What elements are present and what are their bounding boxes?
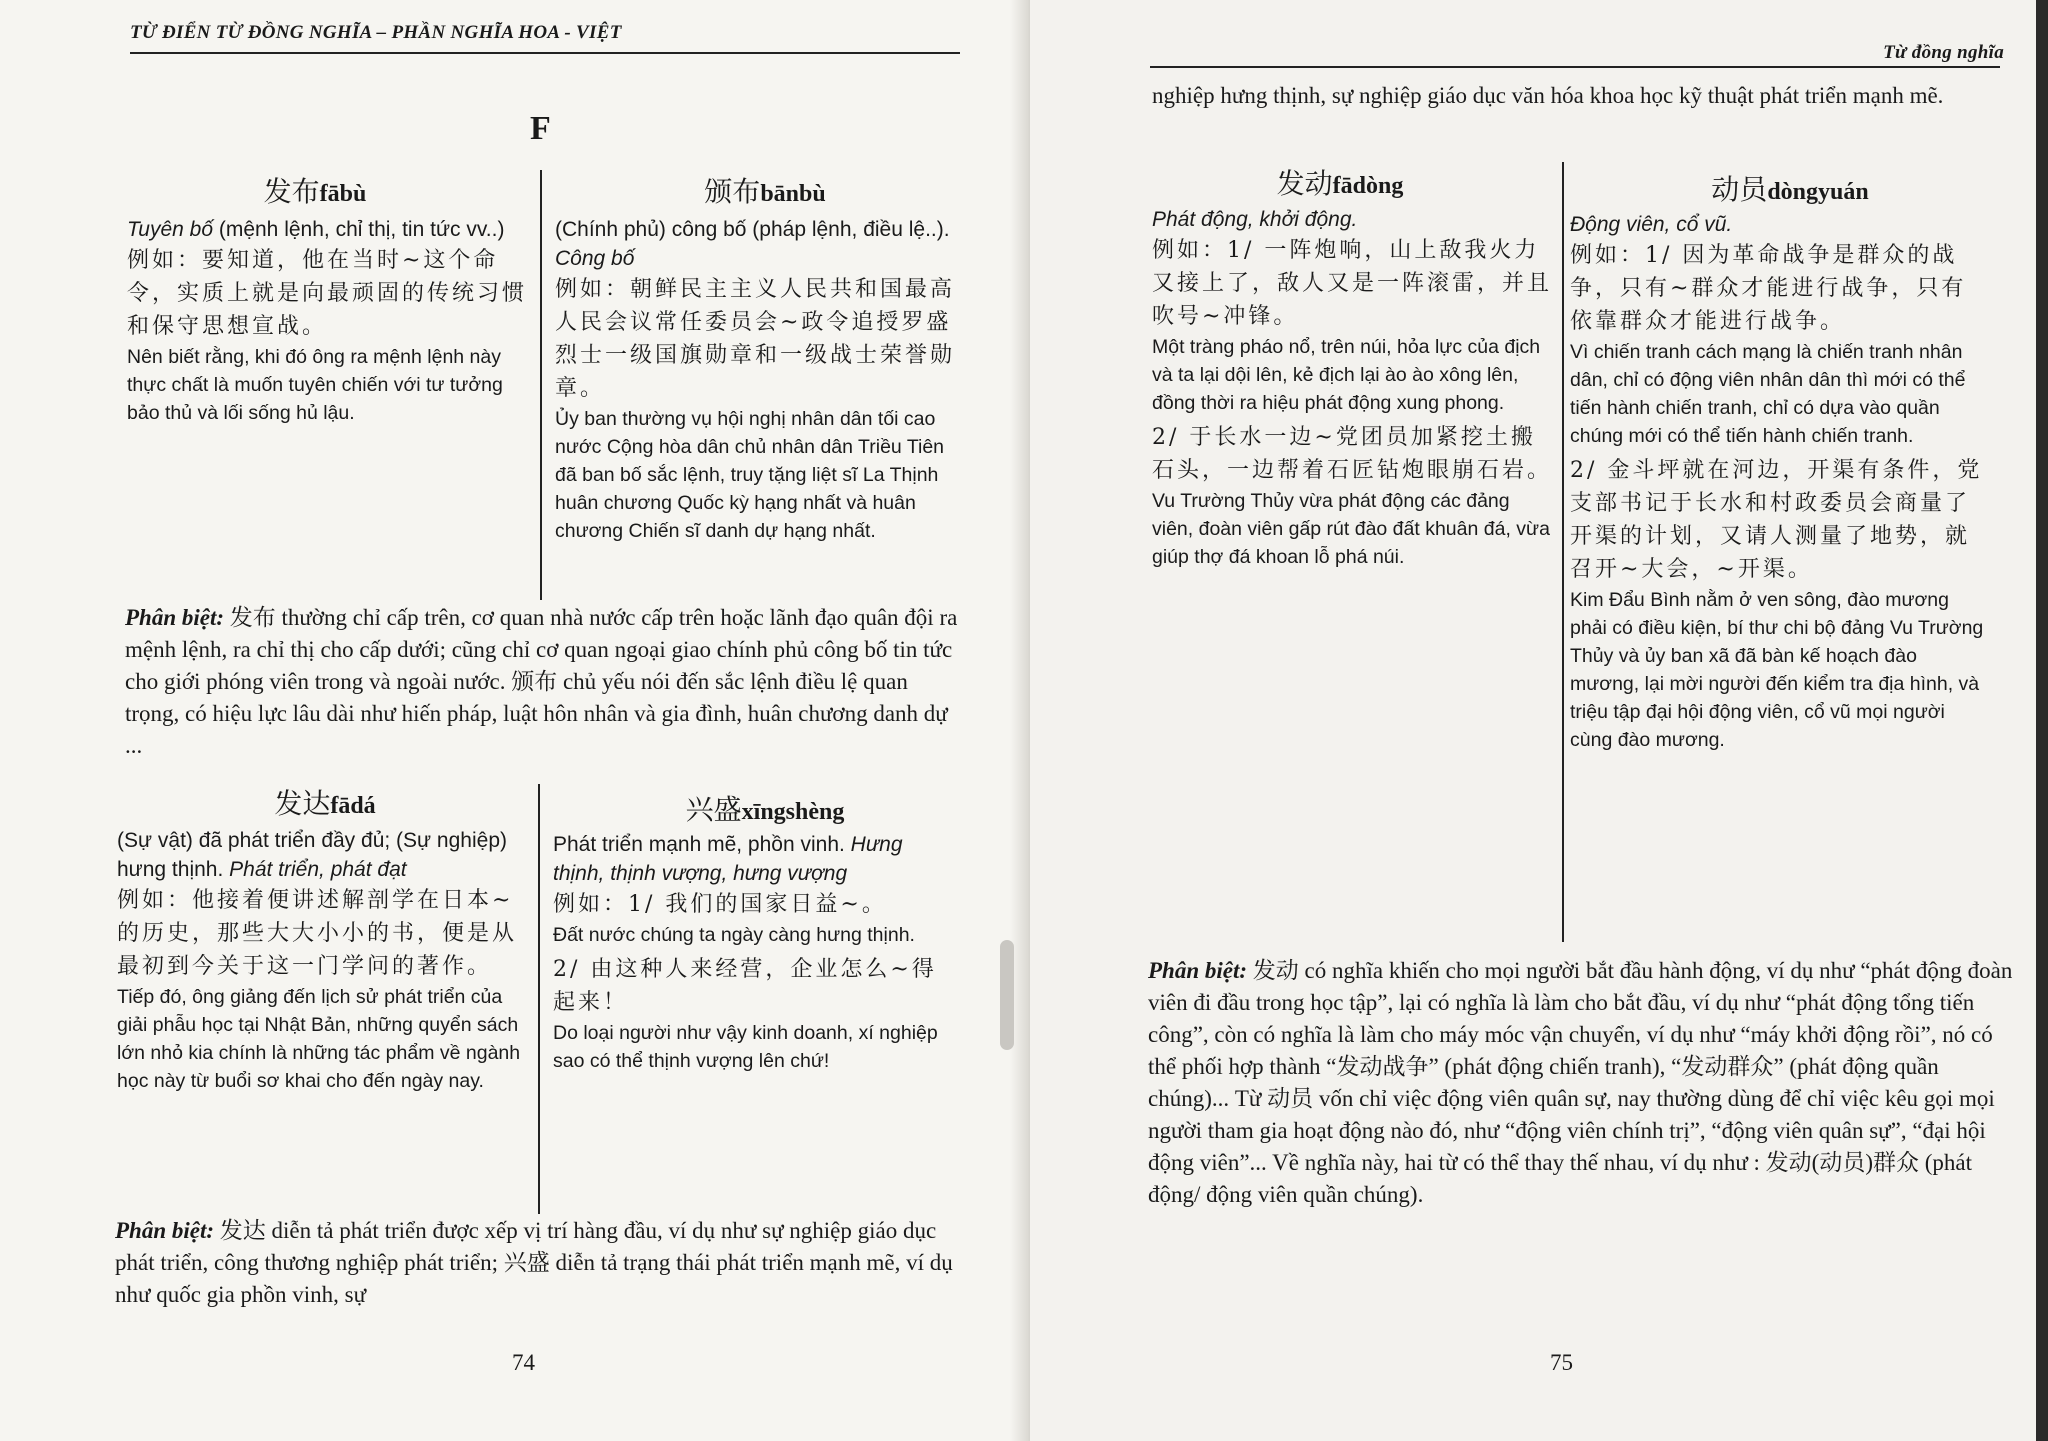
entry-example: 例如：1/ 我们的国家日益~。 bbox=[553, 892, 887, 917]
entry-translation: Vu Trường Thủy vừa phát động các đảng viên, đoàn viên gấp rút đào đất khuân đá, vừa giúp thợ đá khoan lỗ phá núi. bbox=[1152, 490, 1550, 568]
dictionary-entry bbox=[1570, 210, 1990, 758]
header-rule bbox=[1150, 66, 2000, 68]
entry-definition bbox=[555, 215, 955, 273]
entry-headword bbox=[160, 782, 490, 822]
right-page bbox=[1030, 0, 2048, 1441]
entry-translation: Ủy ban thường vụ hội nghị nhân dân tối cao nước Cộng hòa dân chủ nhân dân Triều Tiên đã ban bố sắc lệnh, truy tặng liệt sĩ La Thịnh huân chương Quốc kỳ hạng nhất và huân chương Chiến sĩ danh dự hạng nhất. bbox=[555, 408, 945, 542]
entry-headword bbox=[1630, 168, 1950, 208]
entry-example: 2/ 于长水一边~党团员加紧挖土搬石头，一边帮着石匠钻炮眼崩石岩。 bbox=[1152, 425, 1553, 483]
entry-translation: Một tràng pháo nổ, trên núi, hỏa lực của địch và ta lại dội lên, kẻ địch lại ào ào xông lên, đồng thời ra hiệu phát động xung phong. bbox=[1152, 336, 1541, 414]
entry-definition bbox=[553, 830, 958, 888]
running-header: TỪ ĐIỂN TỪ ĐỒNG NGHĨA – PHẦN NGHĨA HOA - VIỆT bbox=[130, 22, 622, 43]
distinction-note bbox=[1148, 955, 2013, 1211]
entry-headword bbox=[1180, 162, 1500, 202]
headword-pinyin: fādá bbox=[330, 793, 376, 819]
dictionary-entry bbox=[553, 830, 958, 1079]
entry-definition bbox=[127, 215, 527, 244]
distinction-note bbox=[115, 1215, 955, 1311]
entry-headword bbox=[600, 788, 930, 828]
headword-pinyin: bānbù bbox=[760, 181, 826, 207]
column-divider bbox=[1562, 162, 1564, 942]
entry-example: 例如：他接着便讲述解剖学在日本~的历史，那些大大小小的书，便是从最初到今关于这一门学问的著作。 bbox=[117, 888, 518, 979]
definition-italic: Động viên, cổ vũ. bbox=[1570, 213, 1733, 236]
definition-text: (Sự vật) đã phát triển đầy đủ; (Sự nghiệp) hưng thịnh. bbox=[117, 829, 507, 881]
dictionary-entry bbox=[117, 826, 527, 1099]
dictionary-entry bbox=[127, 215, 527, 431]
definition-text: Phát triển mạnh mẽ, phồn vinh. bbox=[553, 833, 851, 856]
entry-headword bbox=[150, 170, 480, 210]
entry-translation: Kim Đẩu Bình nằm ở ven sông, đào mương phải có điều kiện, bí thư chi bộ đảng Vu Trường Thủy và ủy ban xã đã bàn kế hoạch đào mương, lại mời người đến kiểm tra địa hình, và triệu tập đại hội động viên, cổ vũ mọi người cùng đào mương. bbox=[1570, 589, 1984, 751]
definition-italic: Hưng thịnh, thịnh vượng, hưng vượng bbox=[553, 833, 903, 885]
section-letter: F bbox=[530, 110, 551, 147]
definition-italic: Phát triển, phát đạt bbox=[229, 858, 407, 881]
headword-hanzi: 发动 bbox=[1276, 167, 1333, 200]
headword-hanzi: 颁布 bbox=[704, 175, 761, 208]
entry-example: 例如：1/ 一阵炮响，山上敌我火力又接上了，敌人又是一阵滚雷，并且吹号~冲锋。 bbox=[1152, 238, 1553, 329]
paper-wear-mark bbox=[1000, 940, 1014, 1050]
headword-hanzi: 动员 bbox=[1711, 173, 1768, 206]
distinction-note bbox=[125, 602, 960, 762]
entry-example: 例如：朝鲜民主主义人民共和国最高人民会议常任委员会~政令追授罗盛烈士一级国旗勋章和一级战士荣誉勋章。 bbox=[555, 277, 956, 401]
headword-pinyin: fābù bbox=[319, 181, 367, 207]
definition-text: (Chính phủ) công bố (pháp lệnh, điều lệ..). bbox=[555, 218, 950, 241]
headword-hanzi: 发达 bbox=[274, 787, 331, 820]
definition-italic: Tuyên bố bbox=[127, 218, 213, 241]
note-label: Phân biệt: bbox=[125, 605, 225, 630]
entry-headword bbox=[600, 170, 930, 210]
entry-definition bbox=[1570, 210, 1990, 239]
entry-example: 2/ 金斗坪就在河边，开渠有条件，党支部书记于长水和村政委员会商量了开渠的计划，又请人测量了地势，就召开~大会，~开渠。 bbox=[1570, 458, 1983, 582]
headword-hanzi: 发布 bbox=[263, 175, 320, 208]
note-text: 发达 diễn tả phát triển được xếp vị trí hàng đầu, ví dụ như sự nghiệp giáo dục phát triển, công thương nghiệp phát triển; 兴盛 diễn tả trạng thái phát triển mạnh mẽ, ví dụ như quốc gia phồn vinh, sự bbox=[115, 1218, 953, 1307]
entry-translation: Vì chiến tranh cách mạng là chiến tranh nhân dân, chỉ có động viên nhân dân thì mới có thể tiến hành chiến tranh, chỉ có dựa vào quần chúng mới có thể tiến hành chiến tranh. bbox=[1570, 341, 1966, 447]
running-header: Từ đồng nghĩa bbox=[1883, 42, 2004, 63]
headword-pinyin: fādòng bbox=[1332, 173, 1404, 199]
page-number: 75 bbox=[1550, 1350, 1573, 1375]
note-label: Phân biệt: bbox=[1148, 958, 1248, 983]
column-divider bbox=[538, 784, 540, 1214]
definition-text: (mệnh lệnh, chỉ thị, tin tức vv..) bbox=[213, 218, 505, 241]
note-text: 发布 thường chỉ cấp trên, cơ quan nhà nước cấp trên hoặc lãnh đạo quân đội ra mệnh lệnh, ra chỉ thị cho cấp dưới; cũng chỉ cơ quan ngoại giao chính phủ công bố tin tức cho giới phóng viên trong và ngoài nước. 颁布 chủ yếu nói đến sắc lệnh điều lệ quan trọng, có hiệu lực lâu dài như hiến pháp, luật hôn nhân và gia đình, huân chương danh dự ... bbox=[125, 605, 958, 758]
column-divider bbox=[540, 170, 542, 600]
headword-hanzi: 兴盛 bbox=[685, 793, 742, 826]
dictionary-entry bbox=[555, 215, 955, 549]
page-number: 74 bbox=[512, 1350, 535, 1375]
entry-translation: Đất nước chúng ta ngày càng hưng thịnh. bbox=[553, 924, 915, 946]
book-edge bbox=[2036, 0, 2048, 1441]
entry-translation: Nên biết rằng, khi đó ông ra mệnh lệnh này thực chất là muốn tuyên chiến với tư tưởng bảo thủ và lối sống hủ lậu. bbox=[127, 346, 503, 424]
entry-translation: Tiếp đó, ông giảng đến lịch sử phát triển của giải phẫu học tại Nhật Bản, những quyển sách lớn nhỏ kia chính là những tác phẩm về ngành học này từ buổi sơ khai cho đến ngày nay. bbox=[117, 986, 521, 1092]
continuation-paragraph: nghiệp hưng thịnh, sự nghiệp giáo dục văn hóa khoa học kỹ thuật phát triển mạnh mẽ. bbox=[1152, 83, 1944, 108]
entry-example: 例如：1/ 因为革命战争是群众的战争，只有~群众才能进行战争，只有依靠群众才能进行战争。 bbox=[1570, 243, 1967, 334]
entry-example: 例如：要知道，他在当时~这个命令，实质上就是向最顽固的传统习惯和保守思想宣战。 bbox=[127, 248, 528, 339]
dictionary-entry bbox=[1152, 205, 1552, 575]
headword-pinyin: dòngyuán bbox=[1767, 179, 1869, 205]
note-text: 发动 có nghĩa khiến cho mọi người bắt đầu hành động, ví dụ như “phát động đoàn viên đi đầu trong học tập”, lại có nghĩa là làm cho bắt đầu, ví dụ như “phát động tổng tiến công”, còn có nghĩa là làm cho máy móc vận chuyển, ví dụ như “máy khởi động rồi”, nó có thể phối hợp thành “发动战争” (phát động chiến tranh), “发动群众” (phát động quần chúng)... Từ 动员 vốn chỉ việc động viên quân sự, nay thường dùng để chỉ việc kêu gọi mọi người tham gia hoạt động nào đó, như “động viên chính trị”, “động viên quân sự”, “đại hội động viên”... Về nghĩa này, hai từ có thể thay thế nhau, ví dụ như : 发动(动员)群众 (phát động/ động viên quần chúng). bbox=[1148, 958, 2013, 1207]
note-label: Phân biệt: bbox=[115, 1218, 215, 1243]
headword-pinyin: xīngshèng bbox=[741, 799, 845, 825]
entry-definition bbox=[1152, 205, 1552, 234]
continuation-text bbox=[1152, 80, 2012, 112]
entry-translation: Do loại người như vậy kinh doanh, xí nghiệp sao có thể thịnh vượng lên chứ! bbox=[553, 1022, 938, 1072]
entry-example: 2/ 由这种人来经营，企业怎么~得起来！ bbox=[553, 957, 937, 1015]
definition-italic: Phát động, khởi động. bbox=[1152, 208, 1358, 231]
definition-italic: Công bố bbox=[555, 247, 635, 270]
entry-definition bbox=[117, 826, 527, 884]
header-rule bbox=[130, 52, 960, 54]
